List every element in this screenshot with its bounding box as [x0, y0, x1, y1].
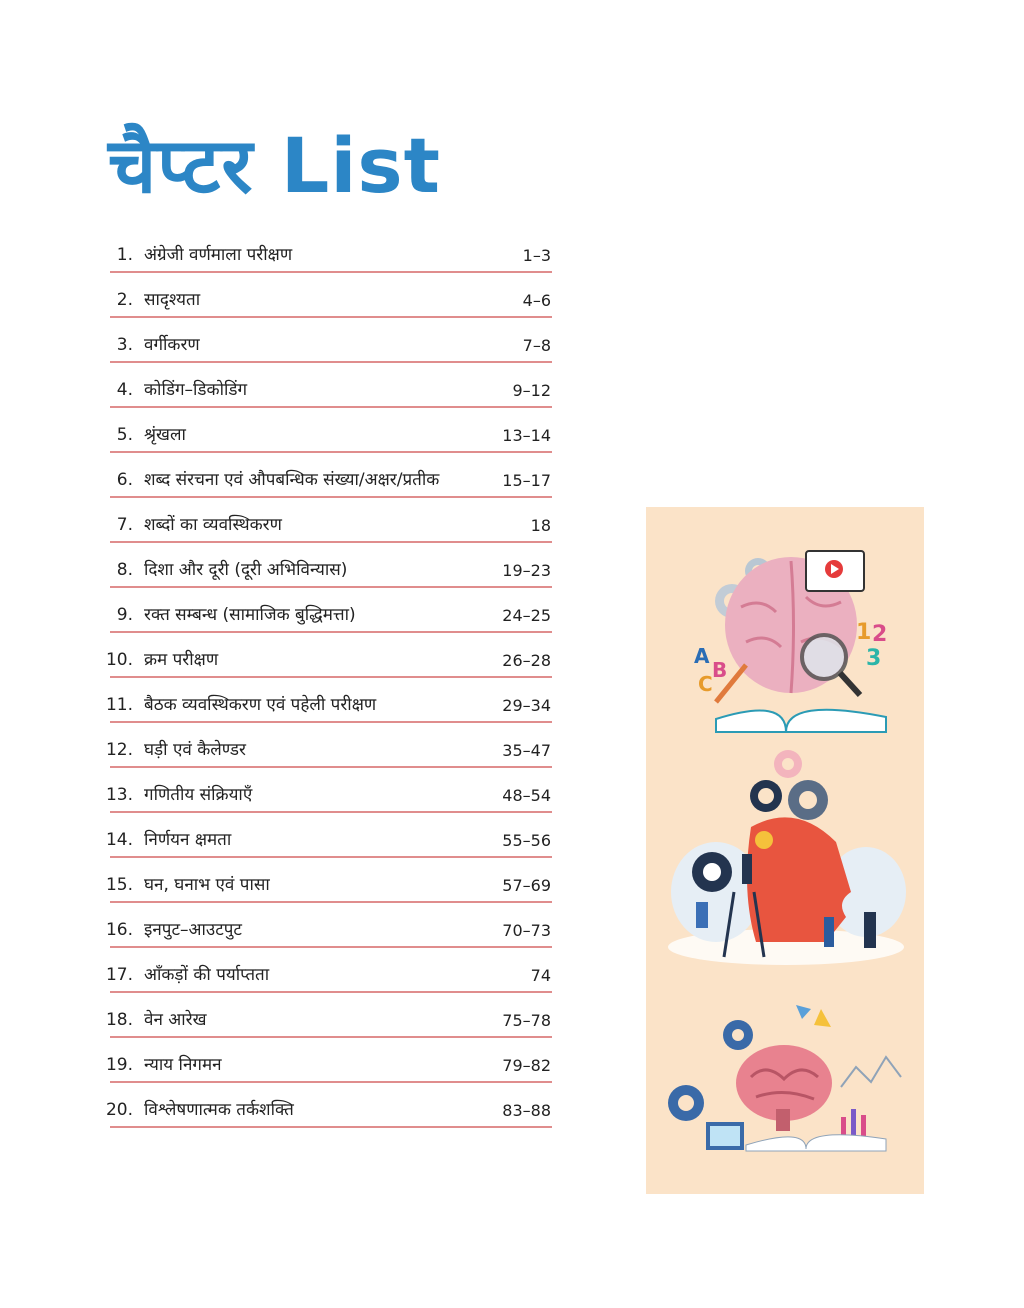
chapter-name: शब्दों का व्यवस्थिकरण — [144, 515, 282, 535]
chapter-name: वर्गीकरण — [144, 335, 200, 355]
chapter-row — [105, 903, 552, 948]
chapter-row — [105, 1083, 552, 1128]
chapter-number: 3. — [116, 335, 133, 355]
chapter-pages: 70–73 — [502, 921, 551, 940]
chapter-row — [105, 993, 552, 1038]
chapter-name: घन, घनाभ एवं पासा — [144, 875, 270, 895]
chapter-row — [110, 453, 552, 498]
chapter-pages: 15–17 — [502, 471, 551, 490]
person-icon — [824, 917, 834, 947]
chapter-row — [110, 408, 552, 453]
chapter-row — [110, 498, 552, 543]
chapter-pages: 75–78 — [502, 1011, 551, 1030]
chapter-number: 8. — [116, 560, 133, 580]
abc-letter: C — [698, 672, 713, 696]
chapter-number: 7. — [116, 515, 133, 535]
chapter-number: 12. — [105, 740, 133, 760]
chapter-pages: 13–14 — [502, 426, 551, 445]
chapter-name: रक्त सम्बन्ध (सामाजिक बुद्धिमत्ता) — [144, 605, 356, 625]
chapter-number: 5. — [116, 425, 133, 445]
chapter-number: 1. — [116, 245, 133, 265]
chapter-name: वेन आरेख — [144, 1010, 207, 1030]
chapter-name: क्रम परीक्षण — [144, 650, 219, 670]
chapter-number: 6. — [116, 470, 133, 490]
lightbulb-icon — [755, 831, 773, 849]
magnifier-icon — [802, 635, 846, 679]
chapter-number: 16. — [105, 920, 133, 940]
chapter-name: घड़ी एवं कैलेण्डर — [144, 740, 246, 760]
chapter-pages: 79–82 — [502, 1056, 551, 1075]
chapter-row — [105, 723, 552, 768]
chapter-number: 15. — [105, 875, 133, 895]
brain-charts-illustration — [646, 987, 924, 1187]
book-icon — [746, 1135, 886, 1151]
chapter-number: 19. — [105, 1055, 133, 1075]
digit-label: 3 — [866, 646, 882, 671]
chapter-row — [105, 858, 552, 903]
chapter-pages: 18 — [530, 516, 551, 535]
chapter-row — [105, 948, 552, 993]
chapter-row — [110, 273, 552, 318]
chapter-name: अंग्रेजी वर्णमाला परीक्षण — [144, 245, 293, 265]
chapter-number: 4. — [116, 380, 133, 400]
chapter-pages: 57–69 — [502, 876, 551, 895]
chapter-row — [105, 1038, 552, 1083]
chapter-pages: 83–88 — [502, 1101, 551, 1120]
chapter-name: बैठक व्यवस्थिकरण एवं पहेली परीक्षण — [144, 695, 377, 715]
chapter-row — [105, 813, 552, 858]
chapter-name: शब्द संरचना एवं औपबन्धिक संख्या/अक्षर/प्रतीक — [144, 470, 440, 490]
chapter-pages: 26–28 — [502, 651, 551, 670]
abc-letter: A — [694, 644, 710, 668]
chapter-number: 20. — [105, 1100, 133, 1120]
chapter-pages: 29–34 — [502, 696, 551, 715]
chapter-name: गणितीय संक्रियाएँ — [144, 785, 253, 805]
person-icon — [864, 912, 876, 948]
page-title: चैप्टर List — [108, 121, 441, 210]
chapter-number: 18. — [105, 1010, 133, 1030]
person-icon — [742, 854, 752, 884]
chapter-name: इनपुट–आउटपुट — [144, 920, 242, 940]
chapter-name: निर्णयन क्षमता — [144, 830, 232, 850]
chapter-pages: 19–23 — [502, 561, 551, 580]
chapter-pages: 35–47 — [502, 741, 551, 760]
chapter-pages: 24–25 — [502, 606, 551, 625]
chapter-name: न्याय निगमन — [144, 1055, 222, 1075]
chapter-pages: 9–12 — [512, 381, 551, 400]
chapter-number: 9. — [116, 605, 133, 625]
chapter-number: 17. — [105, 965, 133, 985]
chapter-pages: 1–3 — [522, 246, 551, 265]
digit-label: 1 — [856, 620, 872, 645]
chapter-number: 2. — [116, 290, 133, 310]
brain-book-illustration — [646, 527, 924, 757]
chapter-name: श्रृंखला — [144, 425, 186, 445]
chapter-pages: 48–54 — [502, 786, 551, 805]
abc-letter: B — [712, 658, 728, 682]
chapter-pages: 74 — [530, 966, 551, 985]
person-icon — [696, 902, 708, 928]
illustration-panel — [646, 507, 924, 1194]
chapter-number: 10. — [105, 650, 133, 670]
book-icon — [716, 710, 886, 732]
head-gears-illustration — [646, 742, 924, 972]
chapter-row — [110, 228, 552, 273]
chapter-row — [110, 543, 552, 588]
chapter-row — [110, 363, 552, 408]
chapter-row — [105, 633, 552, 678]
chapter-name: सादृश्यता — [144, 290, 201, 310]
chapter-row — [110, 588, 552, 633]
chapter-name: आँकड़ों की पर्याप्तता — [144, 965, 270, 985]
chapter-pages: 4–6 — [522, 291, 551, 310]
chapter-number: 13. — [105, 785, 133, 805]
chapter-number: 14. — [105, 830, 133, 850]
chapter-pages: 7–8 — [522, 336, 551, 355]
chapter-pages: 55–56 — [502, 831, 551, 850]
chapter-name: विश्लेषणात्मक तर्कशक्ति — [144, 1100, 294, 1120]
digit-label: 2 — [872, 622, 888, 647]
chapter-row — [110, 318, 552, 363]
chapter-row — [105, 678, 552, 723]
chapter-row — [105, 768, 552, 813]
chapter-number: 11. — [105, 695, 133, 715]
chapter-name: दिशा और दूरी (दूरी अभिविन्यास) — [144, 560, 348, 580]
chapter-list — [105, 228, 552, 1128]
chapter-name: कोडिंग–डिकोडिंग — [144, 380, 248, 400]
